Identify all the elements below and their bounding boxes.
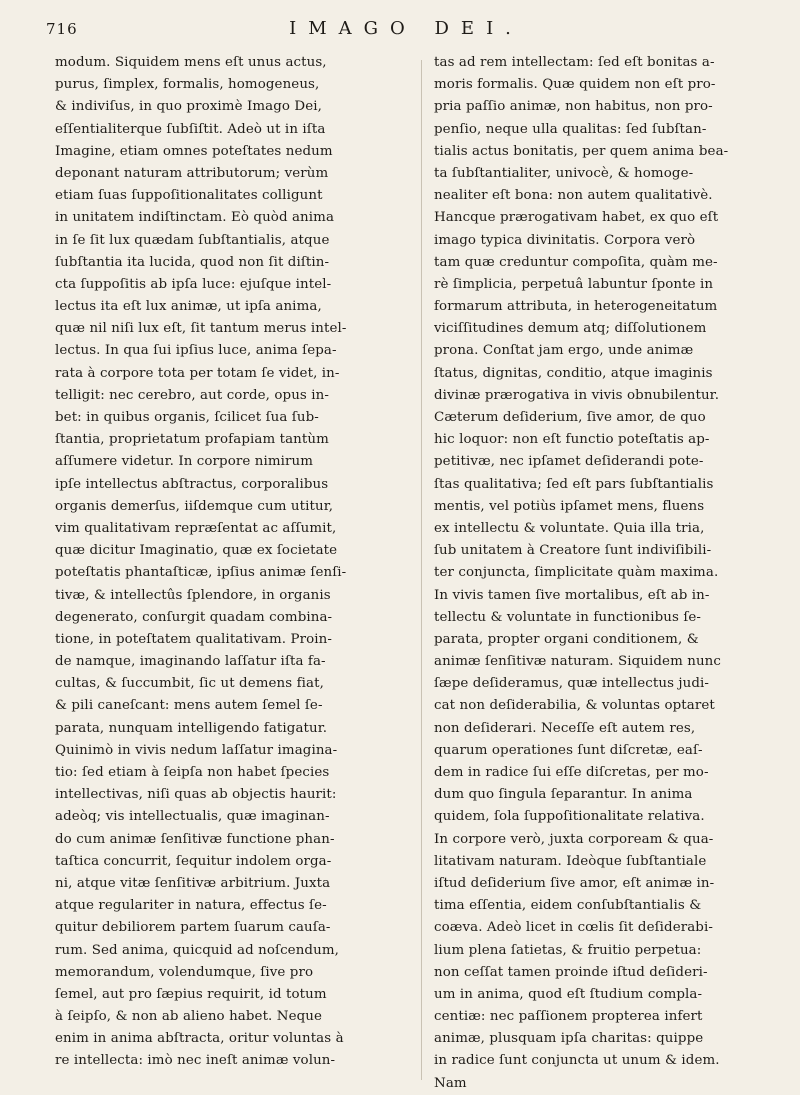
text-line: poteſtatis phantaſticæ, ipſius animæ ſenſi-	[55, 565, 347, 581]
text-line: litativam naturam. Ideòque ſubſtantiale	[434, 853, 707, 869]
text-line: Hancque prærogativam habet, ex quo eſt	[434, 210, 719, 226]
text-line: quæ dicitur Imaginatio, quæ ex ſocietate	[55, 543, 338, 559]
text-line: aſſumere videtur. In corpore nimirum	[55, 454, 314, 470]
text-line: re intellecta: imò nec ineſt animæ volun-	[55, 1053, 336, 1069]
text-line: ni, atque vitæ ſenſitivæ arbitrium. Juxta	[55, 875, 331, 891]
running-title: IMAGO DEI.	[289, 18, 523, 39]
text-line: Quinimò in vivis nedum laſſatur imagina-	[55, 742, 338, 758]
text-line: ſtas qualitativa; ſed eſt pars ſubſtantialis	[434, 476, 714, 492]
text-line: ſtatus, dignitas, conditio, atque imaginis	[434, 365, 713, 381]
text-line: deponant naturam attributorum; verùm	[55, 165, 329, 181]
text-line: um in anima, quod eſt ſtudium compla-	[434, 986, 703, 1002]
text-line: coæva. Adeò licet in cœlis ſit deſiderabi-	[434, 920, 713, 936]
text-line: non deſiderari. Neceſſe eſt autem res,	[434, 720, 696, 736]
text-line: quarum operationes ſunt diſcretæ, eaſ-	[434, 742, 703, 758]
text-line: centiæ: nec paſſionem propterea infert	[434, 1009, 703, 1025]
text-line: divinæ prærogativa in vivis obnubilentur.	[434, 387, 720, 403]
text-line: non ceſſat tamen proinde iſtud deſideri-	[434, 964, 708, 980]
page-header	[46, 16, 766, 46]
text-line: In corpore verò, juxta corpoream & qua-	[434, 831, 714, 847]
left-text-column	[55, 52, 400, 1073]
text-line: enim in anima abſtracta, oritur voluntas à	[55, 1031, 344, 1047]
text-line: ſæpe deſideramus, quæ intellectus judi-	[434, 676, 710, 692]
text-line: tialis actus bonitatis, per quem anima bea-	[434, 143, 729, 159]
text-line: tas ad rem intellectam: ſed eſt bonitas a-	[434, 55, 715, 70]
text-line: in ſe ſit lux quædam ſubſtantialis, atque	[55, 232, 330, 248]
page-number: 716	[46, 20, 78, 38]
text-line: rè ſimplicia, perpetuâ labuntur ſponte in	[434, 276, 714, 292]
text-line: dem in radice ſui eſſe diſcretas, per mo-	[434, 765, 709, 780]
text-line: eſſentialiterque ſubſiſtit. Adeò ut in iſta	[55, 121, 326, 137]
text-line: cultas, & ſuccumbit, ſic ut demens fiat,	[55, 676, 324, 692]
text-line: In vivis tamen ſive mortalibus, eſt ab in-	[434, 587, 710, 603]
text-line: dum quo ſingula ſeparantur. In anima	[434, 787, 693, 803]
text-line: etiam ſuas ſuppoſitionalitates colligunt	[55, 188, 323, 204]
text-line: ter conjuncta, ſimplicitate quàm maxima.	[434, 565, 719, 581]
text-line: tam quæ creduntur compoſita, quàm me-	[434, 254, 718, 270]
text-line: purus, ſimplex, formalis, homogeneus,	[55, 77, 320, 93]
text-line: ipſe intellectus abſtractus, corporalibus	[55, 476, 329, 492]
text-line: Cæterum deſiderium, ſive amor, de quo	[434, 410, 706, 425]
text-line: bet: in quibus organis, ſcilicet ſua ſub-	[55, 410, 319, 425]
text-line: cta ſuppoſitis ab ipſa luce: ejuſque intel-	[55, 276, 332, 292]
text-line: in radice ſunt conjuncta ut unum & idem.	[434, 1053, 720, 1069]
text-line: ſub unitatem à Creatore ſunt indiviſibili-	[434, 543, 712, 559]
text-line: tio: ſed etiam à ſeipſa non habet ſpecies	[55, 765, 330, 780]
text-line: pria paſſio animæ, non habitus, non pro-	[434, 99, 713, 115]
text-line: tione, in poteſtatem qualitativam. Proin-	[55, 631, 333, 647]
text-line: quitur debiliorem partem ſuarum cauſa-	[55, 920, 331, 936]
text-line: à ſeipſo, & non ab alieno habet. Neque	[55, 1009, 323, 1025]
text-line: viciſſitudines demum atq; diſſolutionem	[434, 321, 707, 337]
text-line: formarum attributa, in heterogeneitatum	[434, 299, 718, 315]
text-line: intellectivas, niſi quas ab objectis haurit:	[55, 787, 337, 803]
text-line: atque regulariter in natura, effectus ſe-	[55, 898, 327, 914]
text-line: rata à corpore tota per totam ſe videt, in-	[55, 365, 340, 381]
text-line: parata, propter organi conditionem, &	[434, 631, 699, 647]
text-line: moris formalis. Quæ quidem non eſt pro-	[434, 77, 716, 93]
text-line: memorandum, volendumque, ſive pro	[55, 964, 314, 980]
column-divider	[421, 60, 422, 1080]
text-line: mentis, vel potiùs ipſamet mens, fluens	[434, 498, 705, 514]
text-line: penſio, neque ulla qualitas: ſed ſubſtan-	[434, 121, 707, 137]
text-line: hic loquor: non eſt functio poteſtatis ap-	[434, 432, 710, 448]
text-line: & pili caneſcant: mens autem ſemel ſe-	[55, 698, 323, 714]
text-line: animæ, plusquam ipſa charitas: quippe	[434, 1031, 704, 1047]
text-line: nealiter eſt bona: non autem qualitativè.	[434, 188, 713, 204]
text-line: adeòq; vis intellectualis, quæ imaginan-	[55, 809, 330, 825]
text-line: petitivæ, nec ipſamet deſiderandi pote-	[434, 454, 704, 470]
text-line: imago typica divinitatis. Corpora verò	[434, 232, 696, 248]
text-line: parata, nunquam intelligendo fatigatur.	[55, 720, 328, 736]
text-line: in unitatem indiſtinctam. Eò quòd anima	[55, 210, 335, 226]
text-line: modum. Siquidem mens eſt unus actus,	[55, 55, 327, 70]
text-line: quidem, ſola ſuppoſitionalitate relativa.	[434, 809, 705, 825]
text-line: tellectu & voluntate in functionibus ſe-	[434, 609, 702, 625]
text-line: tivæ, & intellectûs ſplendore, in organis	[55, 587, 331, 603]
text-line: degenerato, conſurgit quadam combina-	[55, 609, 333, 625]
text-line: ſemel, aut pro ſæpius requirit, id totum	[55, 986, 327, 1002]
text-line: lectus ita eſt lux animæ, ut ipſa anima,	[55, 299, 322, 315]
text-line: lectus. In qua ſui ipſius luce, anima ſepa-	[55, 343, 337, 359]
text-line: taſtica concurrit, ſequitur indolem orga-	[55, 853, 332, 869]
text-line: lium plena ſatietas, & fruitio perpetua:	[434, 942, 702, 958]
text-line: animæ ſenſitivæ naturam. Siquidem nunc	[434, 654, 722, 670]
text-line: ſtantia, proprietatum profapiam tantùm	[55, 432, 329, 448]
text-line: quæ nil niſi lux eſt, ſit tantum merus intel-	[55, 321, 347, 337]
text-line: prona. Conſtat jam ergo, unde animæ	[434, 343, 694, 359]
text-line: ex intellectu & voluntate. Quia illa tria,	[434, 520, 705, 536]
text-line: Nam	[434, 1075, 467, 1091]
text-line: rum. Sed anima, quicquid ad noſcendum,	[55, 942, 339, 958]
text-line: cat non deſiderabilia, & voluntas optaret	[434, 698, 715, 714]
right-text-column	[434, 52, 779, 1095]
text-line: organis demerſus, iiſdemque cum utitur,	[55, 498, 334, 514]
text-line: ta ſubſtantialiter, univocè, & homoge-	[434, 165, 694, 181]
text-line: Imagine, etiam omnes poteſtates nedum	[55, 143, 333, 159]
text-line: iſtud deſiderium ſive amor, eſt animæ in-	[434, 875, 715, 891]
text-line: ſubſtantia ita lucida, quod non ſit diſtin-	[55, 254, 330, 270]
text-line: vim qualitativam repræſentat ac aſſumit,	[55, 520, 337, 536]
text-line: do cum animæ ſenſitivæ functione phan-	[55, 831, 335, 847]
text-line: & indiviſus, in quo proximè Imago Dei,	[55, 99, 323, 115]
text-line: de namque, imaginando laſſatur iſta fa-	[55, 654, 326, 670]
text-line: telligit: nec cerebro, aut corde, opus in-	[55, 387, 329, 403]
text-line: tima eſſentia, eidem conſubſtantialis &	[434, 898, 702, 914]
